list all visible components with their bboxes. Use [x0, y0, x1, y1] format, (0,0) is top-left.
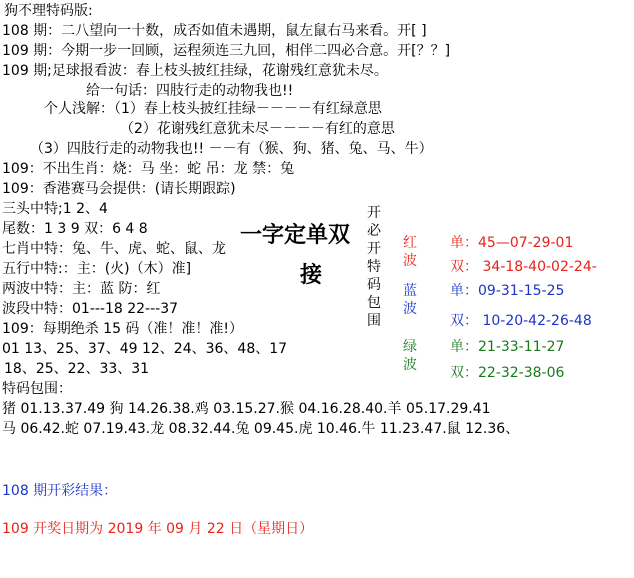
two-waves: 两波中特：主：蓝 防：红	[2, 281, 161, 297]
kill-numbers-row2: 18、25、22、33、31	[4, 361, 150, 377]
tail-numbers: 尾数：1 3 9 双：6 4 8	[2, 221, 148, 237]
wave-segments: 波段中特：01---18 22---37	[2, 301, 179, 317]
red-odd-numbers: 单：45—07-29-01	[450, 235, 574, 251]
football-riddle: 109 期;足球报看波：春上枝头披红挂绿，花谢残红意犹未尽。	[2, 63, 388, 79]
explanation-3: （3）四肢行走的动物我也!! －－有（猴、狗、猪、兔、马、牛）	[30, 141, 433, 157]
green-wave-label: 绿波	[403, 339, 417, 373]
draw-date: 109 开奖日期为 2019 年 09 月 22 日（星期日）	[2, 521, 314, 537]
one-sentence-hint: 给一句话：四肢行走的动物我也!!	[86, 83, 294, 99]
page-title: 狗不理特码版:	[4, 3, 93, 19]
explanation-1: 个人浅解：（1）春上枝头披红挂绿－－－－有红绿意思	[44, 101, 382, 117]
big-title-suffix: 接	[300, 262, 323, 288]
blue-even-numbers: 双： 10-20-42-26-48	[450, 313, 592, 329]
period-108-riddle: 108 期：二八望向一十数，成否如值未遇期，鼠左鼠右马来看。开[ ]	[2, 23, 427, 39]
red-even-numbers: 双： 34-18-40-02-24-	[450, 259, 597, 275]
five-elements: 五行中特:：主：(火)（木）准]	[2, 261, 192, 277]
special-code-header: 特码包围：	[2, 381, 72, 397]
explanation-2: （2）花谢残红意犹未尽－－－－有红的意思	[120, 121, 395, 137]
blue-odd-numbers: 单：09-31-15-25	[450, 283, 565, 299]
green-even-numbers: 双：22-32-38-06	[450, 365, 565, 381]
period-109-riddle: 109 期：今期一步一回顾，运程须连三九回，相伴二四必合意。开[？？]	[2, 43, 451, 59]
kill-numbers-row1: 01 13、25、37、49 12、24、36、48、17	[2, 341, 288, 357]
green-odd-numbers: 单：21-33-11-27	[450, 339, 565, 355]
kill-15-numbers: 109：每期绝杀 15 码（准！准！准!）	[2, 321, 244, 337]
vertical-column-text: 开必开特码包围	[367, 205, 381, 329]
jockey-club-note: 109：香港赛马会提供：(请长期跟踪)	[2, 181, 236, 197]
results-heading: 108 期开彩结果：	[2, 483, 118, 499]
head-numbers: 三头中特;1 2、4	[2, 201, 108, 217]
zodiac-numbers-row1: 猪 01.13.37.49 狗 14.26.38.鸡 03.15.27.猴 04.16.28.40.羊 05.17.29.41	[2, 401, 491, 417]
red-wave-label: 红波	[403, 235, 417, 269]
seven-zodiacs: 七肖中特：兔、牛、虎、蛇、鼠、龙	[2, 241, 226, 257]
excluded-zodiacs: 109：不出生肖：烧：马 坐：蛇 吊：龙 禁：兔	[2, 161, 295, 177]
zodiac-numbers-row2: 马 06.42.蛇 07.19.43.龙 08.32.44.兔 09.45.虎 10.46.牛 11.23.47.鼠 12.36、	[2, 421, 520, 437]
big-single-double-title: 一字定单双	[240, 222, 351, 248]
blue-wave-label: 蓝波	[403, 283, 417, 317]
